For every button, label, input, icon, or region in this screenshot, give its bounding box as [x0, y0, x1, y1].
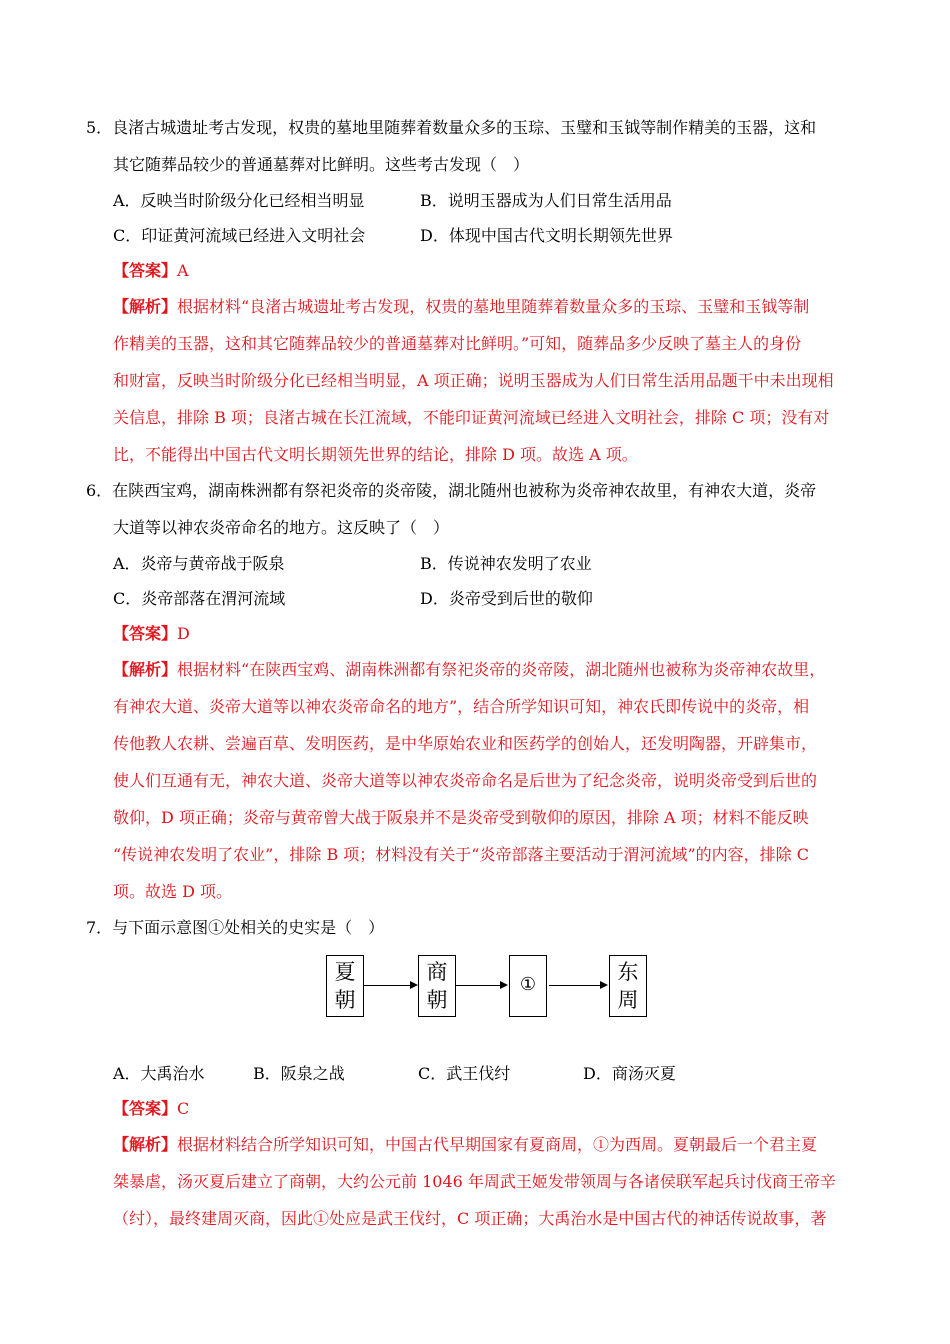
q5-stem-line-2: 其它随葬品较少的普通墓葬对比鲜明。这些考古发现（ ）: [113, 155, 530, 174]
q5-analysis-line-1: [113, 297, 809, 317]
q7-option-b: B．阪泉之战: [253, 1064, 345, 1083]
analysis-text: 根据材料“在陕西宝鸡、湖南株洲都有祭祀炎帝的炎帝陵，湖北随州也被称为炎帝神农故里，: [177, 660, 826, 679]
diagram-box-char: 周: [617, 988, 639, 1012]
q5-analysis-line-4: 关信息，排除 B 项；良渚古城在长江流域，不能印证黄河流域已经进入文明社会，排除 C 项；没有对: [113, 408, 830, 427]
q6-analysis-line-7: 项。故选 D 项。: [113, 882, 233, 901]
q5-answer: [113, 261, 189, 281]
diagram-box-char: 朝: [426, 988, 448, 1012]
q6-stem-line-1: 6．在陕西宝鸡，湖南株洲都有祭祀炎帝的炎帝陵，湖北随州也被称为炎帝神农故里，有神农大道，炎帝: [86, 481, 817, 500]
q6-stem-line-2: 大道等以神农炎帝命名的地方。这反映了（ ）: [113, 518, 450, 537]
q7-analysis-line-3: （纣），最终建周灭商，因此①处应是武王伐纣，C 项正确；大禹治水是中国古代的神话传说故事，著: [113, 1209, 827, 1228]
q7-option-d: D．商汤灭夏: [583, 1064, 676, 1083]
analysis-label: 【解析】: [113, 1135, 178, 1154]
q7-option-a: A．大禹治水: [113, 1064, 205, 1083]
q7-analysis-line-1: [113, 1135, 817, 1155]
q5-analysis-line-5: 比，不能得出中国古代文明长期领先世界的结论，排除 D 项。故选 A 项。: [113, 445, 638, 464]
q6-analysis-line-3: 传他教人农耕、尝遍百草、发明医药，是中华原始农业和医药学的创始人，还发明陶器，开辟集市，: [113, 734, 818, 753]
answer-value: C: [177, 1099, 190, 1118]
diagram-arrow: [456, 985, 506, 986]
dynasty-flow-diagram: [300, 950, 680, 1022]
answer-value: A: [177, 261, 189, 280]
q5-option-c: C．印证黄河流域已经进入文明社会: [113, 226, 366, 245]
diagram-box-shang: [418, 955, 456, 1017]
q5-analysis-line-2: 作精美的玉器，这和其它随葬品较少的普通墓葬对比鲜明。”可知，随葬品多少反映了墓主人的身份: [113, 334, 802, 353]
diagram-box-xia: [326, 955, 364, 1017]
q6-option-a: A．炎帝与黄帝战于阪泉: [113, 554, 285, 573]
answer-label: 【答案】: [113, 624, 178, 643]
analysis-label: 【解析】: [113, 660, 178, 679]
q7-option-c: C．武王伐纣: [418, 1064, 511, 1083]
diagram-box-char: ①: [519, 974, 537, 995]
q6-analysis-line-2: 有神农大道、炎帝大道等以神农炎帝命名的地方”，结合所学知识可知，神农氏即传说中的炎帝，相: [113, 697, 810, 716]
q7-stem: 7．与下面示意图①处相关的史实是（ ）: [86, 918, 385, 937]
q5-option-a: A．反映当时阶级分化已经相当明显: [113, 191, 365, 210]
diagram-arrow: [549, 985, 606, 986]
answer-label: 【答案】: [113, 1099, 178, 1118]
q6-analysis-line-1: [113, 660, 825, 680]
q5-analysis-line-3: 和财富，反映当时阶级分化已经相当明显，A 项正确；说明玉器成为人们日常生活用品题干中未出现相: [113, 371, 834, 390]
q7-analysis-line-2: 桀暴虐，汤灭夏后建立了商朝，大约公元前 1046 年周武王姬发带领周与各诸侯联军起兵讨伐商王帝辛: [113, 1172, 836, 1191]
q5-option-d: D．体现中国古代文明长期领先世界: [420, 226, 673, 245]
q5-stem-line-1: 5．良渚古城遗址考古发现，权贵的墓地里随葬着数量众多的玉琮、玉璧和玉钺等制作精美的玉器，这和: [86, 118, 817, 137]
q6-option-d: D．炎帝受到后世的敬仰: [420, 589, 593, 608]
answer-label: 【答案】: [113, 261, 178, 280]
answer-value: D: [177, 624, 190, 643]
q6-analysis-line-6: “传说神农发明了农业”，排除 B 项；材料没有关于“炎帝部落主要活动于渭河流域”的内容，排除 C: [113, 845, 809, 864]
analysis-text: 根据材料结合所学知识可知，中国古代早期国家有夏商周，①为西周。夏朝最后一个君主夏: [177, 1135, 818, 1154]
analysis-text: 根据材料“良渚古城遗址考古发现，权贵的墓地里随葬着数量众多的玉琮、玉璧和玉钺等制: [177, 297, 810, 316]
diagram-box-blank: [509, 955, 547, 1017]
q6-option-c: C．炎帝部落在渭河流域: [113, 589, 286, 608]
diagram-box-char: 商: [426, 960, 448, 984]
q6-answer: [113, 624, 190, 644]
q7-answer: [113, 1099, 189, 1119]
q5-option-b: B．说明玉器成为人们日常生活用品: [420, 191, 672, 210]
q6-analysis-line-5: 敬仰，D 项正确；炎帝与黄帝曾大战于阪泉并不是炎帝受到敬仰的原因，排除 A 项；材料不能反映: [113, 808, 809, 827]
q6-analysis-line-4: 使人们互通有无，神农大道、炎帝大道等以神农炎帝命名是后世为了纪念炎帝，说明炎帝受到后世的: [113, 771, 818, 790]
q6-option-b: B．传说神农发明了农业: [420, 554, 592, 573]
diagram-box-dongzhou: [609, 955, 647, 1017]
diagram-arrow: [364, 985, 416, 986]
diagram-box-char: 东: [617, 960, 639, 984]
analysis-label: 【解析】: [113, 297, 178, 316]
diagram-box-char: 朝: [334, 988, 356, 1012]
diagram-box-char: 夏: [334, 960, 356, 984]
